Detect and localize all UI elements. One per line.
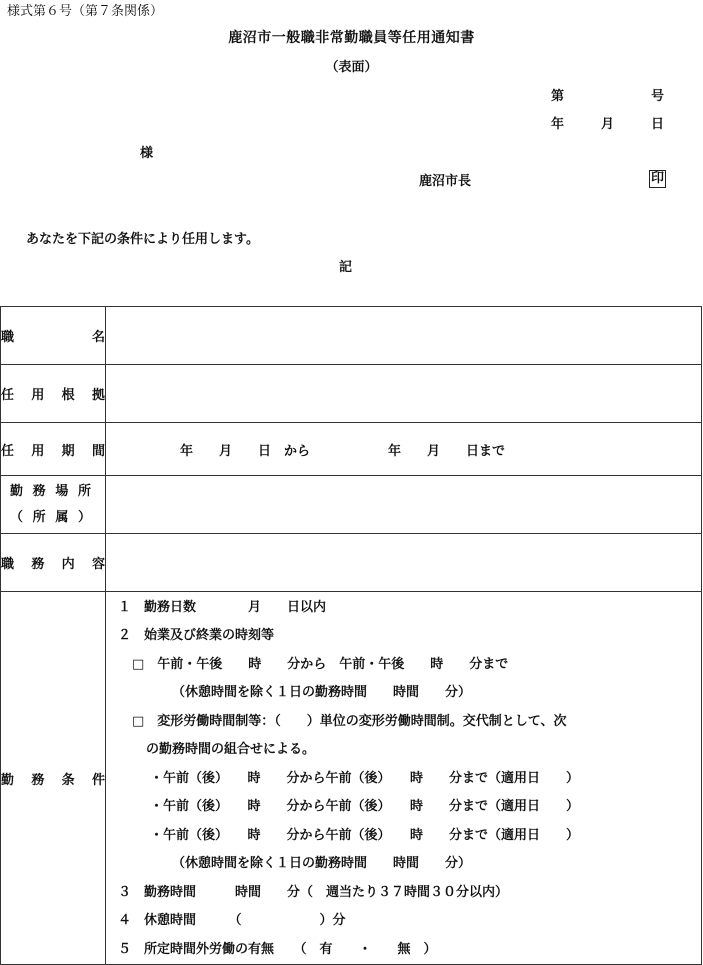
condition-line: の勤務時間の組合せによる。 [146, 742, 316, 757]
addressee-suffix: 様 [140, 146, 154, 161]
number-prefix: 第 [551, 89, 565, 104]
label-appointment-period: 任用期間 [1, 423, 106, 476]
date-day: 日 [651, 117, 665, 132]
ki-label: 記 [339, 260, 353, 275]
value-appointment-basis [106, 365, 702, 423]
condition-line: ・午前（後） 時 分から午前（後） 時 分まで（適用日 ） [150, 771, 580, 786]
condition-line: □ 変形労働時間制等：（ ）単位の変形労働時間制。交代制として、次 [132, 714, 567, 729]
label-appointment-basis: 任用根拠 [1, 365, 106, 423]
condition-line: ・午前（後） 時 分から午前（後） 時 分まで（適用日 ） [150, 799, 580, 814]
label-workplace-line1: 勤務場所 [10, 483, 97, 499]
conditions-list [106, 592, 701, 964]
table-row [1, 423, 702, 476]
table-row [1, 307, 702, 365]
label-conditions: 勤務条件 [1, 592, 106, 965]
condition-line: （休憩時間を除く１日の勤務時間 時間 分） [172, 856, 472, 871]
table-row [1, 365, 702, 423]
label-duties: 職務内容 [1, 534, 106, 592]
number-suffix: 号 [651, 89, 665, 104]
condition-line: ２ 始業及び終業の時刻等 [118, 628, 275, 643]
condition-line: ３ 勤務時間 時間 分（ 週当たり３７時間３０分以内） [118, 885, 509, 900]
value-conditions [106, 592, 702, 965]
label-workplace [1, 476, 106, 534]
condition-line: ５ 所定時間外労働の有無 （ 有 ・ 無 ） [118, 942, 437, 957]
label-workplace-line2: （所属） [10, 509, 97, 525]
label-job-title: 職 名 [1, 307, 106, 365]
table-row [1, 476, 702, 534]
date-month: 月 [601, 117, 615, 132]
value-appointment-period: 年 月 日 から 年 月 日まで [106, 423, 702, 476]
condition-line: ４ 休憩時間 （ ）分 [118, 913, 346, 928]
condition-line: （休憩時間を除く１日の勤務時間 時間 分） [172, 685, 472, 700]
issuer-name: 鹿沼市長 [419, 174, 472, 189]
table-row [1, 592, 702, 965]
form-id: 様式第６号（第７条関係） [7, 4, 164, 19]
condition-line: ・午前（後） 時 分から午前（後） 時 分まで（適用日 ） [150, 828, 580, 843]
appointment-table [0, 306, 702, 965]
condition-line: １ 勤務日数 月 日以内 [118, 600, 327, 615]
intro-text: あなたを下記の条件により任用します。 [26, 232, 259, 247]
seal-mark: 印 [651, 171, 665, 186]
condition-line: □ 午前・午後 時 分から 午前・午後 時 分まで [132, 657, 509, 672]
value-job-title [106, 307, 702, 365]
value-workplace [106, 476, 702, 534]
table-row [1, 534, 702, 592]
value-duties [106, 534, 702, 592]
document-title: 鹿沼市一般職非常勤職員等任用通知書 [228, 30, 475, 46]
date-year: 年 [551, 117, 565, 132]
document-subtitle: （表面） [325, 60, 378, 75]
